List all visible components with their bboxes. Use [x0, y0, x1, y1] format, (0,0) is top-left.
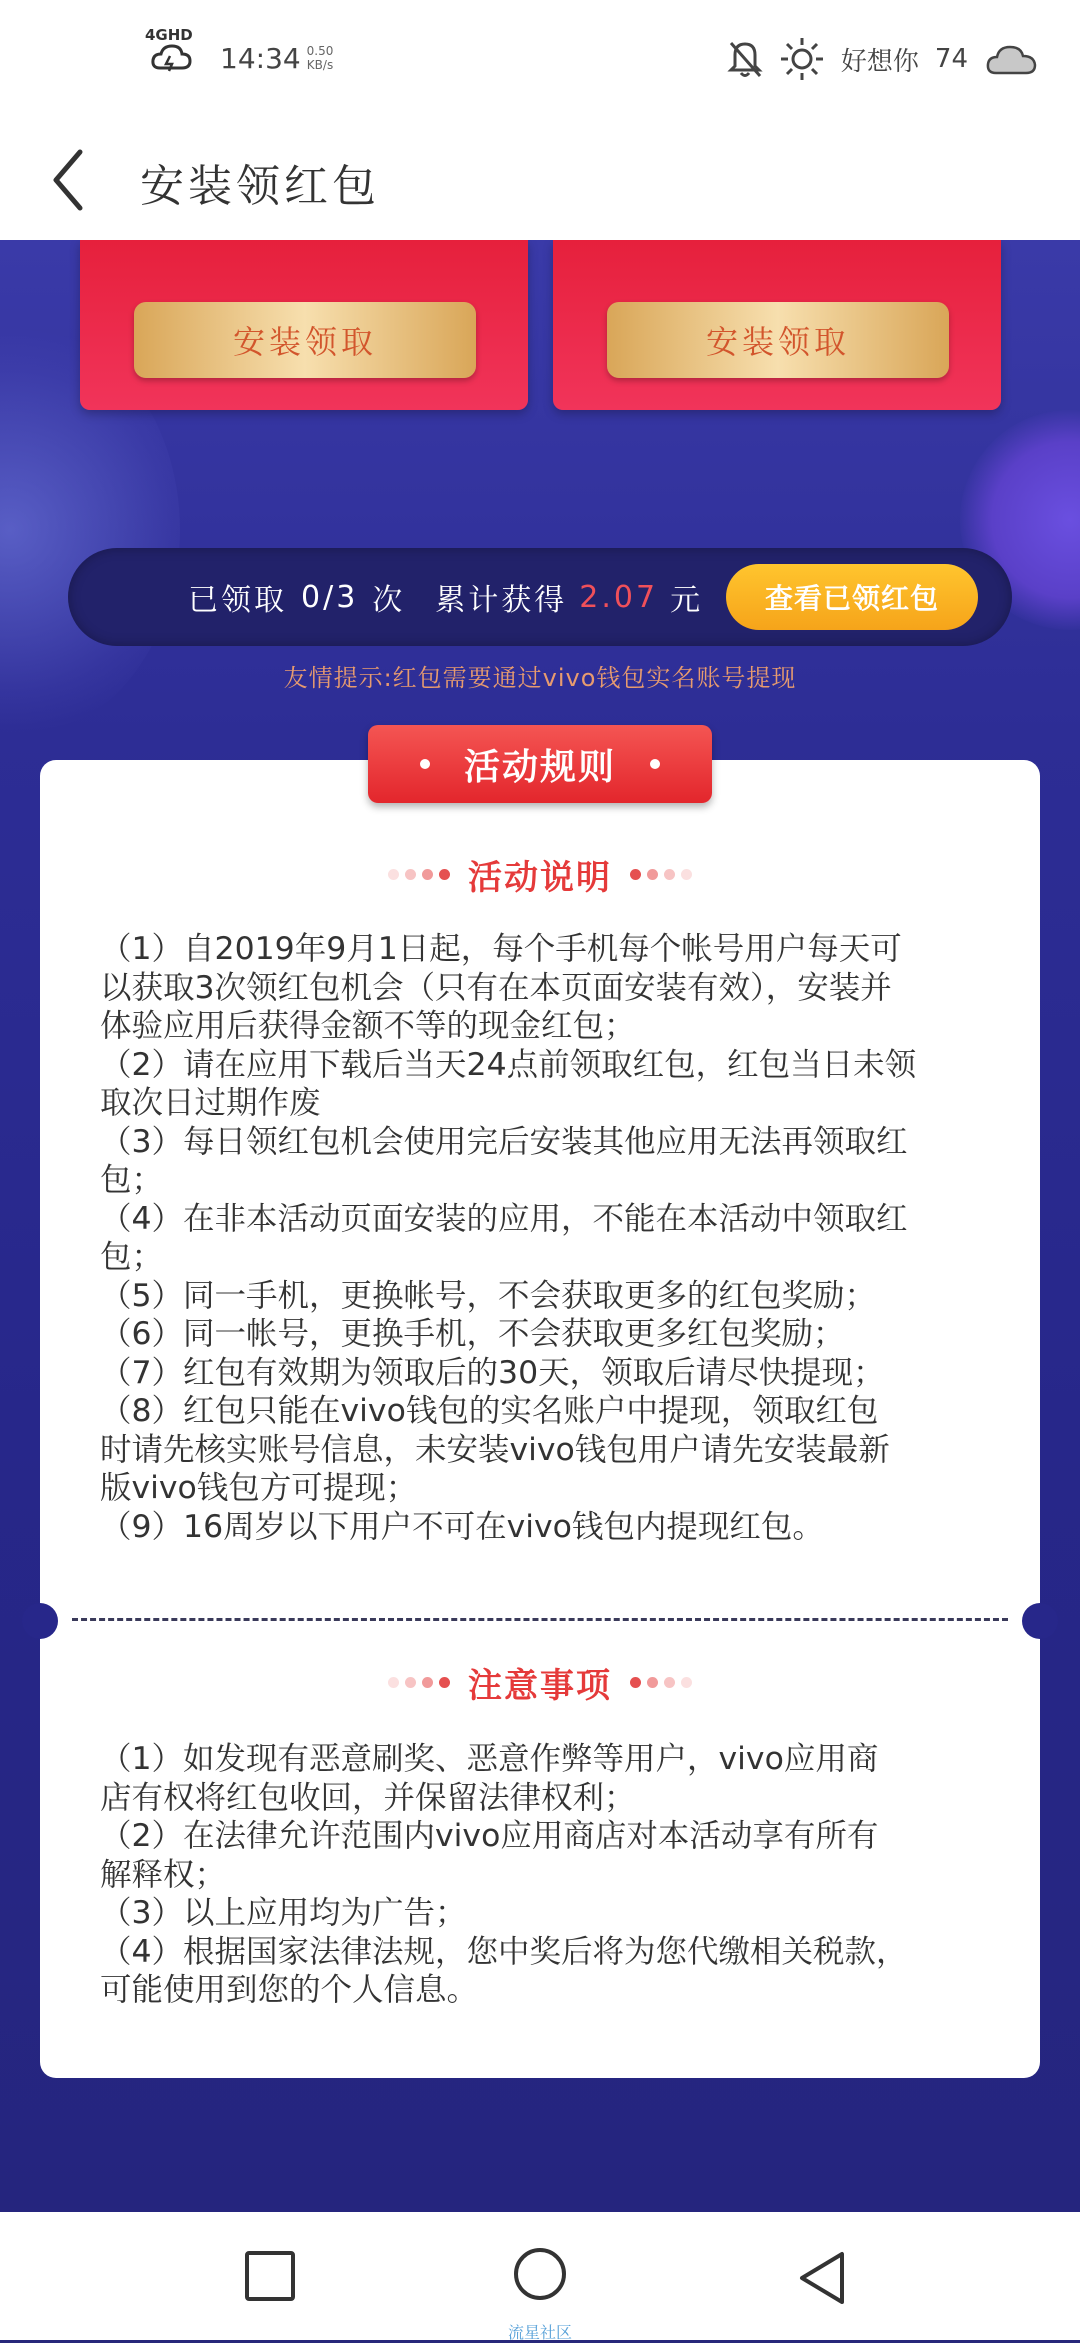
- rule-line: 包；: [100, 1162, 164, 1198]
- note-line: 解释权；: [100, 1856, 227, 1893]
- navigation-bar: [0, 2212, 1080, 2340]
- circle-nav-icon[interactable]: [512, 2246, 568, 2302]
- rule-line: （3）每日领红包机会使用完后安装其他应用无法再领取红: [100, 1123, 908, 1160]
- network-speed: 0.50 KB/s: [306, 44, 334, 72]
- rule-line: 体验应用后获得金额不等的现金红包；: [100, 1008, 636, 1044]
- claim-stats-text: 已领取 0/3 次 累计获得 2.07 元: [188, 579, 704, 618]
- rule-line: 版vivo钱包方可提现；: [100, 1470, 418, 1506]
- rule-line: （6）同一帐号，更换手机，不会获取更多红包奖励；: [100, 1316, 845, 1352]
- note-line: 店有权将红包收回，并保留法律权利；: [100, 1779, 636, 1816]
- network-indicator: 4GHD: [145, 26, 193, 44]
- page-title: 安装领红包: [140, 161, 380, 212]
- carrier-name: 好想你: [840, 46, 919, 77]
- mute-bell-icon: [727, 39, 763, 79]
- square-nav-icon[interactable]: [244, 2250, 296, 2302]
- decor-dots-left: [388, 869, 450, 880]
- rule-line: （1）自2019年9月1日起，每个手机每个帐号用户每天可: [100, 931, 902, 967]
- banner-dot: [420, 759, 430, 769]
- rule-line: 包；: [100, 1239, 164, 1275]
- claimed-count: 0/3: [301, 579, 359, 615]
- decor-dots-left: [388, 1677, 450, 1688]
- notes-list: [100, 1740, 990, 2010]
- triangle-nav-icon[interactable]: [796, 2250, 848, 2306]
- app-card-1: [80, 240, 528, 410]
- status-bar: [0, 0, 1080, 120]
- section-title-notes: 注意事项: [468, 1666, 612, 1706]
- rule-line: 时请先核实账号信息，未安装vivo钱包用户请先安装最新: [100, 1431, 890, 1468]
- battery-level: 74: [934, 44, 968, 74]
- panel-notch-right: [1022, 1603, 1058, 1639]
- rules-banner-label: 活动规则: [463, 746, 616, 788]
- cloud-icon: [150, 42, 198, 72]
- rule-line: （8）红包只能在vivo钱包的实名账户中提现，领取红包: [100, 1393, 879, 1429]
- section-header-description: [0, 850, 1080, 899]
- brightness-icon: [779, 36, 825, 82]
- watermark-text: 流星社区: [507, 2323, 572, 2342]
- note-line: 可能使用到您的个人信息。: [100, 1972, 479, 2008]
- back-arrow-icon[interactable]: [50, 146, 110, 214]
- note-line: （4）根据国家法律法规，您中奖后将为您代缴相关税款，: [100, 1933, 908, 1970]
- title-bar: [0, 120, 1080, 240]
- decor-dots-right: [630, 869, 692, 880]
- description-list: [100, 930, 990, 1546]
- rule-line: （2）请在应用下载后当天24点前领取红包，红包当日未领: [100, 1046, 917, 1083]
- weather-cloud-icon: [984, 41, 1040, 77]
- section-title-description: 活动说明: [468, 858, 612, 898]
- view-claimed-button[interactable]: 查看已领红包: [726, 564, 978, 630]
- panel-divider: [72, 1618, 1008, 1621]
- install-claim-button-2[interactable]: 安装领取: [607, 302, 949, 378]
- rule-line: 以获取3次领红包机会（只有在本页面安装有效），安装并: [100, 969, 892, 1006]
- note-line: （3）以上应用均为广告；: [100, 1895, 467, 1931]
- friendly-tip: 友情提示:红包需要通过vivo钱包实名账号提现: [283, 664, 797, 692]
- section-header-notes: [0, 1658, 1080, 1707]
- rule-line: （5）同一手机，更换帐号，不会获取更多的红包奖励；: [100, 1277, 877, 1314]
- note-line: （2）在法律允许范围内vivo应用商店对本活动享有所有: [100, 1818, 879, 1854]
- claim-stats-bar: [68, 548, 1012, 646]
- clock: 14:34: [220, 42, 301, 75]
- install-claim-button-1[interactable]: 安装领取: [134, 302, 476, 378]
- rule-line: （4）在非本活动页面安装的应用，不能在本活动中领取红: [100, 1200, 908, 1237]
- note-line: （1）如发现有恶意刷奖、恶意作弊等用户，vivo应用商: [100, 1741, 879, 1777]
- banner-dot: [650, 759, 660, 769]
- rule-line: 取次日过期作废: [100, 1085, 321, 1121]
- rule-line: （9）16周岁以下用户不可在vivo钱包内提现红包。: [100, 1508, 824, 1545]
- decor-dots-right: [630, 1677, 692, 1688]
- total-amount: 2.07: [579, 579, 659, 615]
- panel-notch-left: [22, 1603, 58, 1639]
- rules-banner: [360, 725, 720, 807]
- main-content[interactable]: [0, 240, 1080, 2212]
- app-card-2: [553, 240, 1001, 410]
- rule-line: （7）红包有效期为领取后的30天，领取后请尽快提现；: [100, 1354, 885, 1391]
